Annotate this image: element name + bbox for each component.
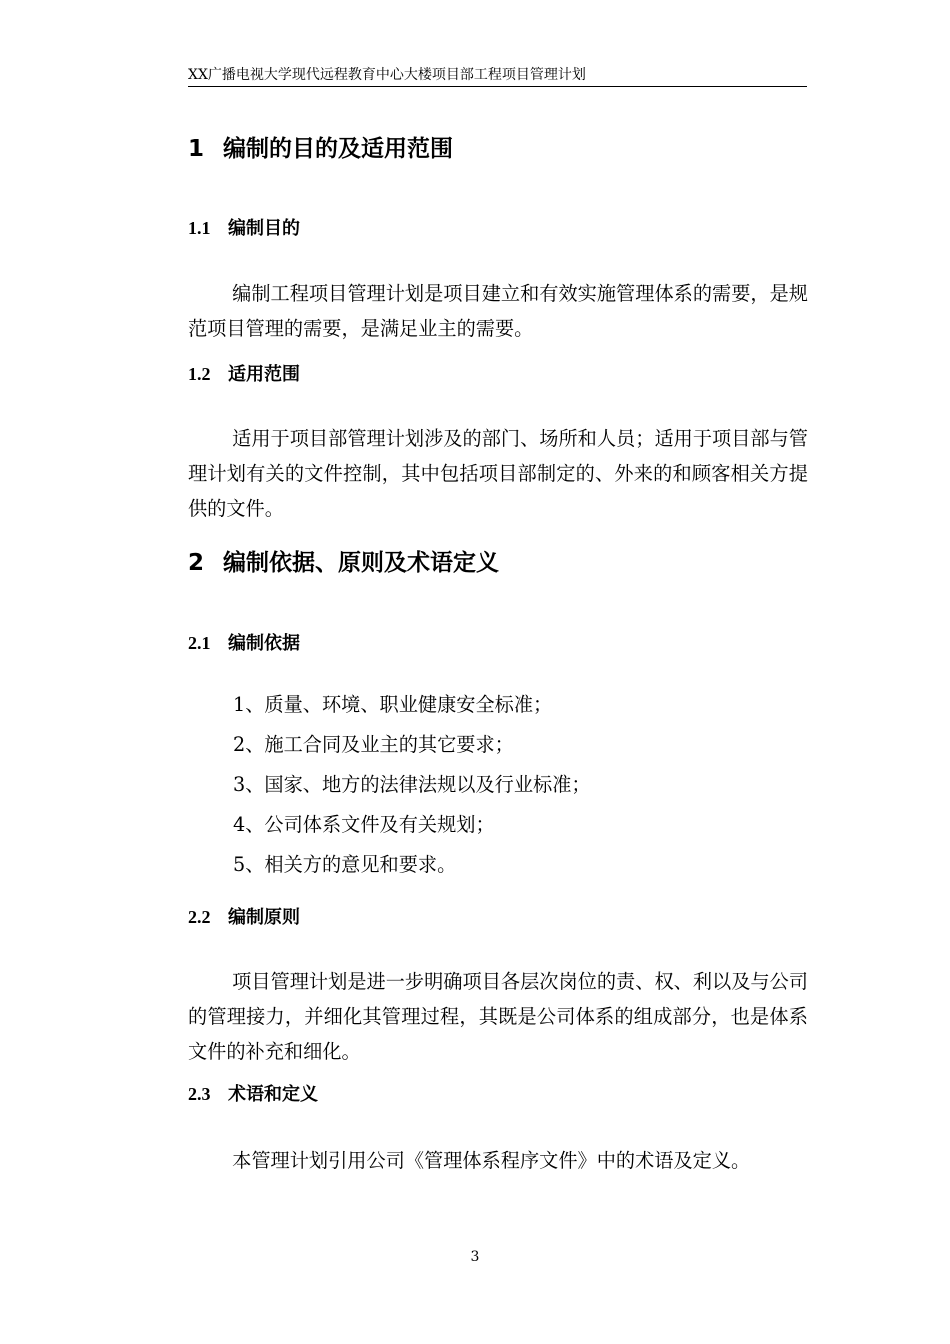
- subsection-title: 术语和定义: [228, 1084, 318, 1105]
- section-heading: [188, 548, 499, 578]
- list-item: 5、相关方的意见和要求。: [233, 853, 457, 876]
- subsection-heading: [188, 362, 300, 387]
- subsection-title: 编制依据: [228, 633, 300, 654]
- subsection-heading: [188, 1082, 318, 1107]
- subsection-heading: [188, 216, 300, 241]
- subsection-number: 2.2: [188, 907, 211, 927]
- paragraph: 适用于项目部管理计划涉及的部门、场所和人员；适用于项目部与管理计划有关的文件控制，其中包括项目部制定的、外来的和顾客相关方提供的文件。: [188, 427, 808, 520]
- subsection-heading: [188, 905, 300, 930]
- subsection-number: 2.1: [188, 633, 211, 653]
- subsection-title: 编制原则: [228, 907, 300, 928]
- subsection-number: 1.1: [188, 218, 211, 238]
- section-heading: [188, 134, 453, 164]
- list-item: 2、施工合同及业主的其它要求；: [233, 733, 514, 756]
- paragraph: 编制工程项目管理计划是项目建立和有效实施管理体系的需要，是规范项目管理的需要，是满足业主的需要。: [188, 282, 808, 340]
- paragraph: 项目管理计划是进一步明确项目各层次岗位的责、权、利以及与公司的管理接力，并细化其管理过程，其既是公司体系的组成部分，也是体系文件的补充和细化。: [188, 970, 808, 1063]
- section-title: 编制的目的及适用范围: [223, 136, 453, 162]
- subsection-title: 适用范围: [228, 364, 300, 385]
- page-number: 3: [470, 1249, 480, 1265]
- section-number: 1: [188, 136, 205, 162]
- subsection-heading: [188, 631, 300, 656]
- list-item: 1、质量、环境、职业健康安全标准；: [233, 693, 553, 716]
- paragraph: 本管理计划引用公司《管理体系程序文件》中的术语及定义。: [232, 1149, 751, 1172]
- subsection-number: 1.2: [188, 364, 211, 384]
- section-number: 2: [188, 550, 205, 576]
- list-item: 4、公司体系文件及有关规划；: [233, 813, 495, 836]
- subsection-number: 2.3: [188, 1084, 211, 1104]
- header-divider: [188, 86, 807, 87]
- subsection-title: 编制目的: [228, 218, 300, 239]
- running-header: XX广播电视大学现代远程教育中心大楼项目部工程项目管理计划: [188, 67, 586, 83]
- list-item: 3、国家、地方的法律法规以及行业标准；: [233, 773, 591, 796]
- section-title: 编制依据、原则及术语定义: [223, 550, 499, 576]
